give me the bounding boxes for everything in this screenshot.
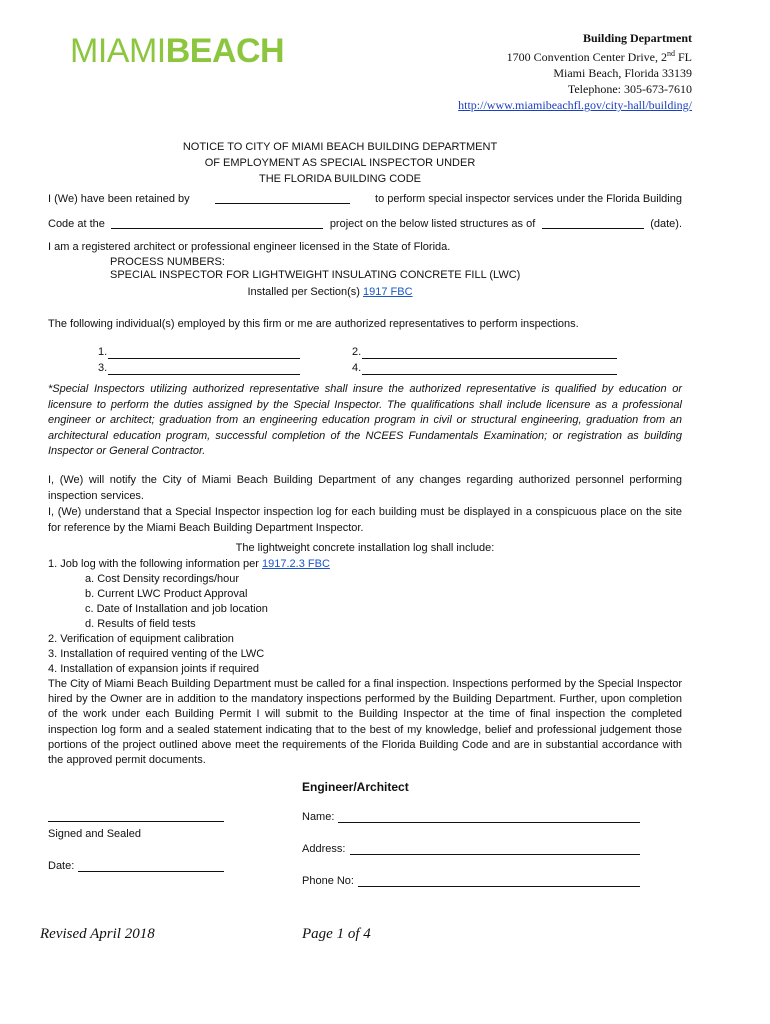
rep3-field[interactable] <box>108 374 300 375</box>
process-title: SPECIAL INSPECTOR FOR LIGHTWEIGHT INSULATING CONCRETE FILL (LWC) <box>110 269 521 281</box>
rep1-label: 1. <box>98 346 108 358</box>
page-number: Page 1 of 4 <box>302 926 371 942</box>
department-name: Building Department <box>582 31 692 45</box>
signature-field[interactable] <box>48 821 224 822</box>
engineer-architect-heading: Engineer/Architect <box>302 780 409 794</box>
department-address-line1: 1700 Convention Center Drive, 2nd FL <box>506 49 692 64</box>
logo-bold: BEACH <box>165 32 285 70</box>
log-item-3: 3. Installation of required venting of the LWC <box>48 648 265 660</box>
registered-statement: I am a registered architect or professional engineer licensed in the State of Florida. <box>48 241 451 253</box>
log-item-1: 1. Job log with the following information per 1917.2.3 FBC <box>48 558 330 570</box>
log-sub-c: c. Date of Installation and job location <box>85 603 268 615</box>
rep2-label: 2. <box>352 346 362 358</box>
department-url-link[interactable]: http://www.miamibeachfl.gov/city-hall/building/ <box>458 98 692 112</box>
log-sub-b: b. Current LWC Product Approval <box>85 588 248 600</box>
address-label: Address: <box>302 843 346 855</box>
retained-text-a: I (We) have been retained by <box>48 193 190 205</box>
log-items <box>48 557 330 677</box>
rep1-field[interactable] <box>108 358 300 359</box>
department-block <box>458 30 692 113</box>
section-1917-link[interactable]: 1917 FBC <box>363 286 413 298</box>
title-line3: THE FLORIDA BUILDING CODE <box>259 173 421 185</box>
project-field[interactable] <box>111 217 323 229</box>
section-1917-2-3-link[interactable]: 1917.2.3 FBC <box>262 558 330 570</box>
rep2-field[interactable] <box>362 358 617 359</box>
code-text-a: Code at the <box>48 218 105 230</box>
department-phone: Telephone: 305-673-7610 <box>567 82 692 96</box>
process-label: PROCESS NUMBERS: <box>110 256 225 268</box>
rep3-label: 3. <box>98 362 108 374</box>
authorized-statement: The following individual(s) employed by this firm or me are authorized representatives to perform inspections. <box>48 318 579 330</box>
understand-statement: I, (We) understand that a Special Inspector inspection log for each building must be displayed in a conspicuous place on the site for reference by the Miami Beach Building Department Inspector. <box>48 506 682 534</box>
department-address-line2: Miami Beach, Florida 33139 <box>553 66 692 80</box>
notify-statement: I, (We) will notify the City of Miami Beach Building Department of any changes regarding authorized personnel performing inspection services. <box>48 474 682 502</box>
logo-thin: MIAMI <box>70 32 166 70</box>
retained-by-field[interactable] <box>215 192 350 204</box>
log-item-2: 2. Verification of equipment calibration <box>48 633 234 645</box>
phone-label: Phone No: <box>302 875 354 887</box>
log-intro: The lightweight concrete installation log shall include: <box>235 542 495 554</box>
name-label: Name: <box>302 811 335 823</box>
code-at-line <box>48 217 682 232</box>
retained-text-b: to perform special inspector services under the Florida Building <box>375 193 682 205</box>
installed-line: Installed per Section(s) 1917 FBC <box>247 286 413 298</box>
date-label: Date: <box>48 860 75 872</box>
log-item-4: 4. Installation of expansion joints if required <box>48 663 259 675</box>
address-field[interactable] <box>350 854 640 855</box>
rep4-field[interactable] <box>362 374 617 375</box>
title-line2: OF EMPLOYMENT AS SPECIAL INSPECTOR UNDER <box>204 157 476 169</box>
revised-date: Revised April 2018 <box>40 926 155 942</box>
phone-field[interactable] <box>358 886 640 887</box>
retained-line <box>48 192 682 207</box>
date-field[interactable] <box>78 871 224 872</box>
code-text-c: (date). <box>650 218 682 230</box>
process-block <box>110 256 520 282</box>
final-inspection-statement: The City of Miami Beach Building Department must be called for a final inspection. Inspections performed by the Special Inspector hired by the Owner are in addition to the mandatory inspections performed by the Building Department. Further, upon completion of the work under each Building Permit I will submit to the Building Inspector at the time of final inspection the completed inspection log form and a sealed statement indicating that to the best of my knowledge, belief and professional judgement those portions of the project outlined above meet the requirements of the Florida Building Code and are in substantial accordance with the approved permit documents. <box>48 678 682 767</box>
miami-beach-logo <box>70 34 284 68</box>
title-line1: NOTICE TO CITY OF MIAMI BEACH BUILDING DEPARTMENT <box>182 141 498 153</box>
log-sub-d: d. Results of field tests <box>85 618 196 630</box>
log-sub-a: a. Cost Density recordings/hour <box>85 573 240 585</box>
name-field[interactable] <box>338 822 640 823</box>
code-text-b: project on the below listed structures as of <box>329 218 536 230</box>
date-of-field[interactable] <box>542 217 644 229</box>
qualification-note: *Special Inspectors utilizing authorized representative shall insure the authorized representative is qualified by education or licensure to perform the duties assigned by the Special Inspector. The qualifications shall include licensure as a professional engineer or architect; graduation from an engineering education program in civil or structural engineering, graduation from an architectural education program, successful completion of the NCEES Fundamentals Examination; or registration as building Inspector or General Contractor. <box>48 383 682 457</box>
rep4-label: 4. <box>352 362 362 374</box>
notice-title <box>0 139 680 187</box>
signed-sealed-label: Signed and Sealed <box>48 828 141 840</box>
